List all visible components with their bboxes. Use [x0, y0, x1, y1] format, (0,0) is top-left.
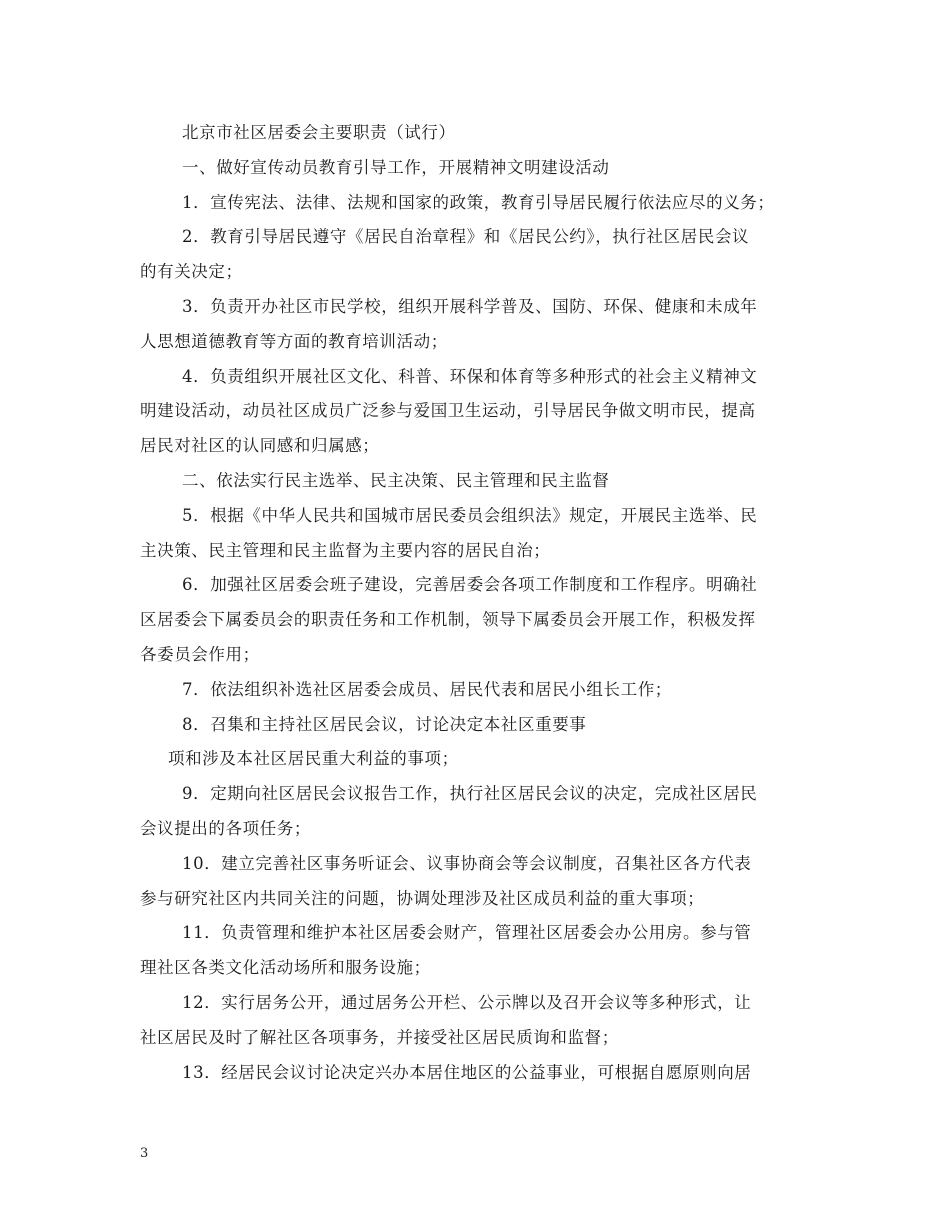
- document-line: 居民对社区的认同感和归属感；: [140, 436, 380, 456]
- document-line: 12．实行居务公开，通过居务公开栏、公示牌以及召开会议等多种形式，让: [182, 992, 752, 1012]
- document-line: 8．召集和主持社区居民会议，讨论决定本社区重要事: [182, 714, 587, 734]
- document-line: 项和涉及本社区居民重大利益的事项；: [168, 749, 459, 769]
- document-line: 9．定期向社区居民会议报告工作，执行社区居民会议的决定，完成社区居民: [182, 784, 758, 804]
- document-line: 主决策、民主管理和民主监督为主要内容的居民自治；: [140, 540, 551, 560]
- document-line: 的有关决定；: [140, 262, 243, 282]
- document-body: [140, 116, 812, 1090]
- document-line: 区居委会下属委员会的职责任务和工作机制，领导下属委员会开展工作，积极发挥: [140, 610, 756, 630]
- document-line: 6．加强社区居委会班子建设，完善居委会各项工作制度和工作程序。明确社: [182, 575, 758, 595]
- document-line: 二、依法实行民主选举、民主决策、民主管理和民主监督: [182, 470, 610, 490]
- document-line: 5．根据《中华人民共和国城市居民委员会组织法》规定，开展民主选举、民: [182, 505, 758, 525]
- document-line: 11．负责管理和维护本社区居委会财产，管理社区居委会办公用房。参与管: [182, 923, 752, 943]
- document-line: 1．宣传宪法、法律、法规和国家的政策，教育引导居民履行依法应尽的义务；: [182, 192, 775, 212]
- document-line: 会议提出的各项任务；: [140, 818, 311, 838]
- document-line: 3．负责开办社区市民学校，组织开展科学普及、国防、环保、健康和未成年: [182, 296, 758, 316]
- document-line: 7．依法组织补选社区居委会成员、居民代表和居民小组长工作；: [182, 679, 672, 699]
- document-line: 2．教育引导居民遵守《居民自治章程》和《居民公约》，执行社区居民会议: [182, 227, 750, 247]
- document-line: 理社区各类文化活动场所和服务设施；: [140, 958, 431, 978]
- document-line: 社区居民及时了解社区各项事务，并接受社区居民质询和监督；: [140, 1027, 619, 1047]
- document-line: 人思想道德教育等方面的教育培训活动；: [140, 331, 448, 351]
- page-number: 3: [140, 1146, 149, 1161]
- document-line: 一、做好宣传动员教育引导工作，开展精神文明建设活动: [182, 157, 610, 177]
- document-line: 13．经居民会议讨论决定兴办本居住地区的公益事业，可根据自愿原则向居: [182, 1062, 752, 1082]
- document-line: 4．负责组织开展社区文化、科普、环保和体育等多种形式的社会主义精神文: [182, 366, 758, 386]
- document-line: 北京市社区居委会主要职责（试行）: [182, 123, 456, 142]
- document-line: 各委员会作用；: [140, 644, 260, 664]
- document-line: 参与研究社区内共同关注的问题，协调处理涉及社区成员利益的重大事项；: [140, 888, 705, 908]
- document-line: 明建设活动，动员社区成员广泛参与爱国卫生运动，引导居民争做文明市民，提高: [140, 401, 756, 421]
- document-line: 10．建立完善社区事务听证会、议事协商会等会议制度，召集社区各方代表: [182, 853, 752, 873]
